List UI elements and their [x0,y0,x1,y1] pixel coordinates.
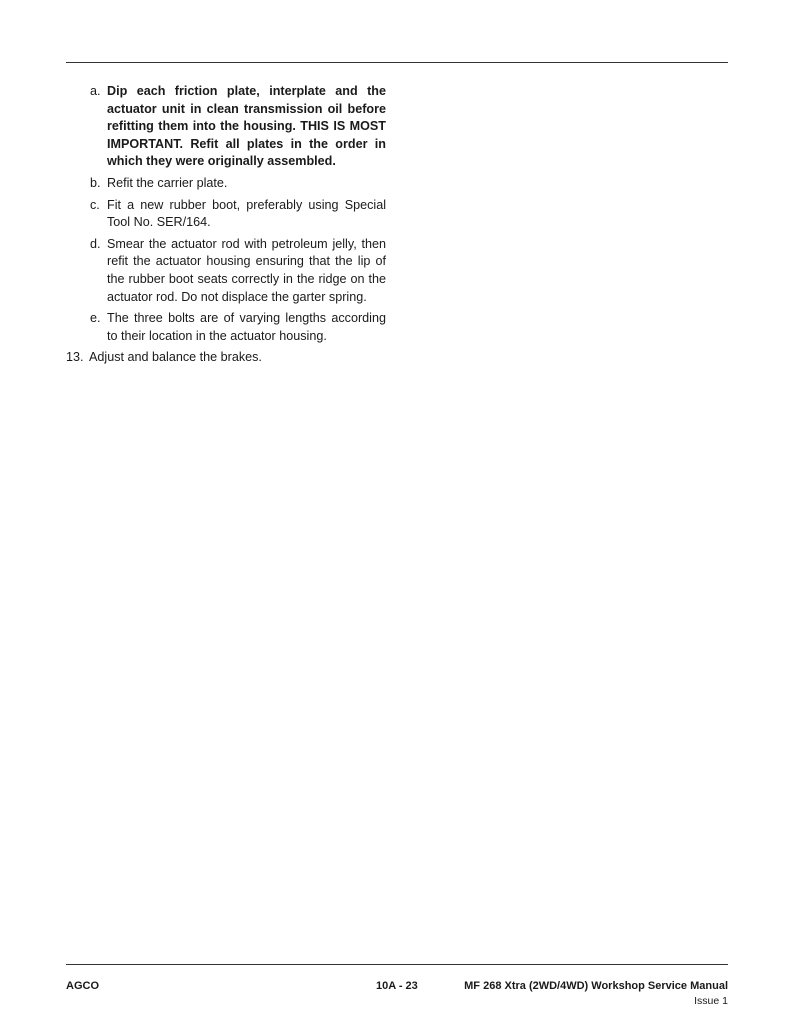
footer-issue: Issue 1 [694,995,728,1007]
step-b-text: Refit the carrier plate. [107,175,228,190]
step-c [66,197,386,232]
step-13-marker: 13. [66,350,84,365]
procedure-body [66,83,386,367]
footer-brand: AGCO [66,980,99,992]
step-e-marker: e. [90,311,101,326]
step-a [66,83,386,171]
footer-rule [66,964,728,965]
footer-manual-title: MF 268 Xtra (2WD/4WD) Workshop Service Manual [464,980,728,992]
step-b-marker: b. [90,175,101,190]
step-d-text: Smear the actuator rod with petroleum jelly, then refit the actuator housing ensuring that the lip of the rubber boot seats correctly in the ridge on the actuator rod. Do not displace the garter spring. [107,236,386,304]
step-c-marker: c. [90,197,100,212]
step-e [66,310,386,345]
header-rule [66,62,728,63]
step-e-text: The three bolts are of varying lengths according to their location in the actuator housing. [107,311,386,343]
step-a-text: Dip each friction plate, interplate and the actuator unit in clean transmission oil before refitting them into the housing. THIS IS MOST IMPORTANT. Refit all plates in the order in which they were originally assembled. [107,84,386,169]
step-a-marker: a. [90,84,101,98]
step-d-marker: d. [90,236,101,251]
step-b [66,175,386,193]
footer-page-number: 10A - 23 [376,980,418,992]
step-d [66,236,386,306]
step-13 [66,349,386,367]
step-13-text: Adjust and balance the brakes. [89,350,262,365]
step-c-text: Fit a new rubber boot, preferably using Special Tool No. SER/164. [107,197,386,230]
